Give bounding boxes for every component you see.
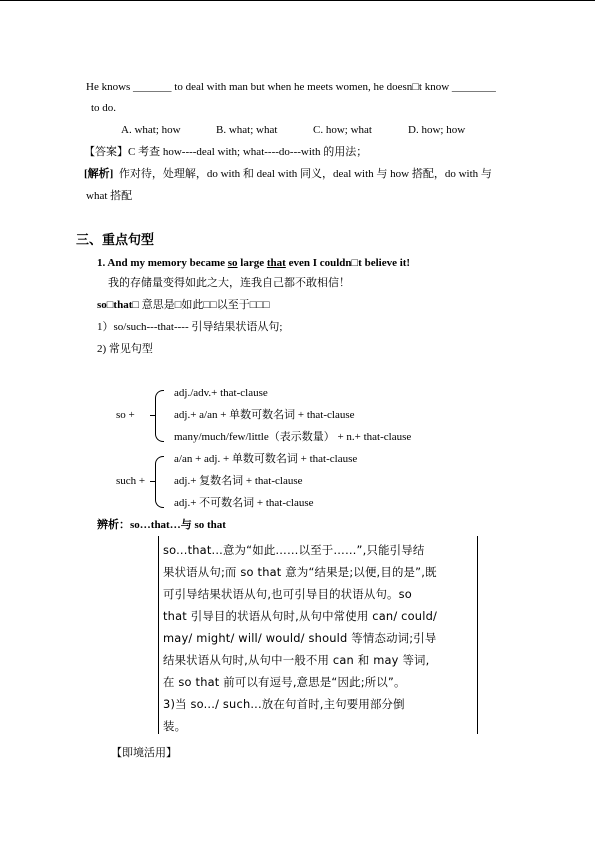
so-brace-tip — [150, 415, 156, 416]
option-b: B. what; what — [216, 124, 278, 136]
key-sentence — [97, 256, 410, 270]
answer-text: C 考查 how----deal with; what----do---with 的用法； — [128, 146, 368, 158]
key-sentence-prefix: 1. And my memory became — [97, 257, 228, 269]
so-pattern-1: adj./adv.+ that-clause — [174, 387, 268, 399]
point-2: 2) 常见句型 — [97, 343, 153, 355]
key-sentence-mid: large — [237, 257, 267, 269]
page-top-rule — [0, 0, 595, 1]
so-pattern-3: many/much/few/little（表示数量） + n.+ that-clause — [174, 431, 412, 443]
such-pattern-2: adj.+ 复数名词 + that-clause — [174, 475, 303, 487]
box-line: 装。 — [163, 719, 187, 733]
meaning-text: 意思是□如此□□以至于□□□ — [139, 299, 270, 311]
practice-title: 【即境活用】 — [111, 747, 177, 759]
meaning-term: so□that□ — [97, 299, 140, 311]
such-brace — [155, 456, 164, 508]
box-line: 结果状语从句时,从句中一般不用 can 和 may 等词, — [163, 653, 430, 667]
question-line-1: He knows _______ to deal with man but when he meets women, he doesn□t know ________ — [86, 81, 496, 93]
meaning-row — [97, 298, 270, 312]
key-sentence-suffix: even I couldn□t believe it! — [285, 257, 411, 269]
box-line: 可引导结果状语从句,也可引导目的状语从句。so — [163, 587, 412, 601]
distinguish-title: 辨析：so…that…与 so that — [97, 519, 226, 531]
option-d: D. how; how — [408, 124, 466, 136]
section-title: 三、重点句型 — [76, 232, 155, 247]
analysis-row — [84, 167, 492, 181]
analysis-label: [解析] — [84, 168, 114, 180]
analysis-text-2: what 搭配 — [86, 190, 133, 202]
so-pattern-2: adj.+ a/an + 单数可数名词 + that-clause — [174, 409, 355, 421]
box-line: 果状语从句;而 so that 意为“结果是;以便,目的是”,既 — [163, 565, 437, 579]
answer-label: 【答案】 — [84, 146, 128, 158]
box-line: 在 so that 前可以有逗号,意思是“因此;所以”。 — [163, 675, 406, 689]
key-word-so: so — [227, 257, 238, 269]
option-a: A. what; how — [121, 124, 181, 136]
box-line: 3)当 so.../ such...放在句首时,主句要用部分倒 — [163, 697, 405, 711]
analysis-text-1: 作对待，处理解，do with 和 deal with 同义，deal with 与 how 搭配，do with 与 — [118, 168, 492, 180]
answer-row — [84, 145, 367, 159]
such-brace-tip — [150, 481, 156, 482]
point-1: 1）so/such---that---- 引导结果状语从句; — [97, 321, 283, 333]
key-word-that: that — [266, 257, 286, 269]
box-line: so...that...意为“如此……以至于……”,只能引导结 — [163, 543, 425, 557]
so-brace — [155, 390, 164, 442]
box-line: that 引导目的状语从句时,从句中常使用 can/ could/ — [163, 609, 438, 623]
such-pattern-label: such + — [116, 475, 146, 487]
such-pattern-1: a/an + adj. + 单数可数名词 + that-clause — [174, 453, 358, 465]
option-c: C. how; what — [313, 124, 372, 136]
key-sentence-translation: 我的存储量变得如此之大，连我自己都不敢相信！ — [108, 277, 350, 289]
question-line-2: to do. — [91, 102, 117, 114]
box-line: may/ might/ will/ would/ should 等情态动词;引导 — [163, 631, 437, 645]
such-pattern-3: adj.+ 不可数名词 + that-clause — [174, 497, 314, 509]
so-pattern-label: so + — [116, 409, 135, 421]
explanation-box — [158, 536, 478, 734]
